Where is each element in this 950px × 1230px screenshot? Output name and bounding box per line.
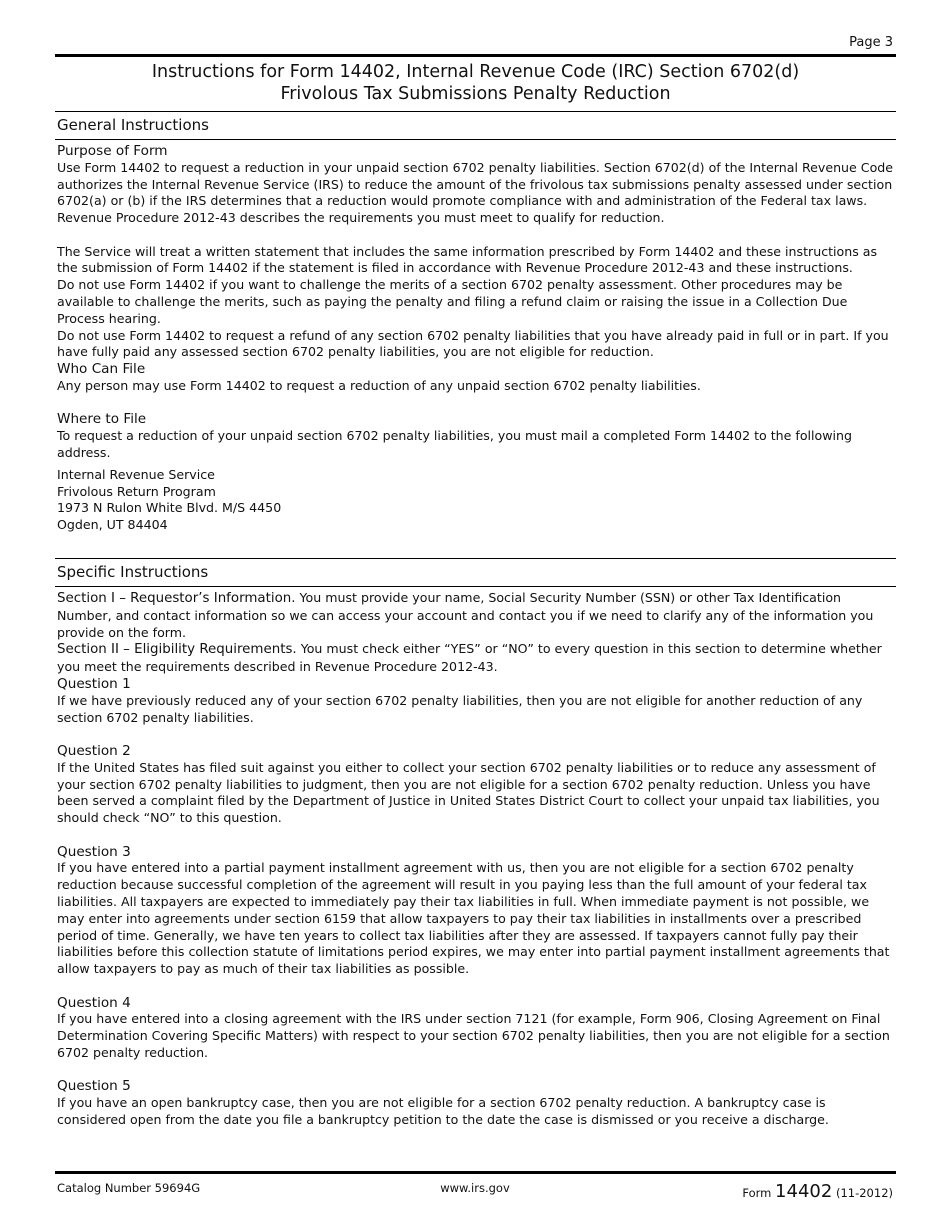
purpose-paragraph: The Service will treat a written statement that includes the same information prescribed by Form 14402 and these instructions as the submission of Form 14402 if the statement is filed in accordance with Revenue Procedure 2012-43 and these instructions. <box>57 243 878 276</box>
mailing-address <box>57 467 897 534</box>
purpose-paragraph: Do not use Form 14402 to request a refund of any section 6702 penalty liabilities that you have already paid in full or in part. If you have fully paid any assessed section 6702 penalty liabilities, you are not eligible for reduction. <box>57 327 889 360</box>
question-text: If you have entered into a closing agreement with the IRS under section 7121 (for example, Form 906, Closing Agreement on Final Determination Covering Specific Matters) with respect to your section 6702 penalty liabilities, then you are not eligible for a section 6702 penalty reduction. <box>57 1011 890 1060</box>
general-instructions-body <box>57 143 897 534</box>
purpose-paragraph: Use Form 14402 to request a reduction in your unpaid section 6702 penalty liabilities. Section 6702(d) of the Internal Revenue Code authorizes the Internal Revenue Service (IRS) to reduce the amount of the frivolous tax submissions penalty assessed under section 6702(a) or (b) if the IRS determines that a reduction would promote compliance with and administration of the Federal tax laws. Revenue Procedure 2012-43 describes the requirements you must meet to qualify for reduction. <box>57 159 894 226</box>
form-identifier <box>742 1181 893 1202</box>
form-number: 14402 <box>775 1181 833 1202</box>
section-two-paragraph <box>57 641 897 676</box>
who-can-file-heading: Who Can File <box>57 361 146 378</box>
title-line-1: Instructions for Form 14402, Internal Revenue Code (IRC) Section 6702(d) <box>151 62 800 82</box>
question-block <box>57 1078 897 1128</box>
question-heading: Question 2 <box>57 742 131 759</box>
question-text: If you have an open bankruptcy case, then you are not eligible for a section 6702 penalty reduction. A bankruptcy case is considered open from the date you file a bankruptcy petition to the date the case is dismissed or you receive a discharge. <box>57 1095 829 1127</box>
question-text: If the United States has filed suit against you either to collect your section 6702 penalty liabilities or to reduce any assessment of your section 6702 penalty liabilities to judgment, then you are not eligible for a section 6702 penalty reduction. Unless you have been served a complaint filed by the Department of Justice in United States District Court to collect your unpaid tax liabilities, you should check “NO” to this question. <box>57 759 880 826</box>
address-line: Ogden, UT 84404 <box>57 517 168 533</box>
purpose-paragraph: Do not use Form 14402 if you want to challenge the merits of a section 6702 penalty assessment. Other procedures may be available to challenge the merits, such as paying the penalty and filing a refund claim or raising the issue in a Collection Due Process hearing. <box>57 277 848 326</box>
question-block <box>57 995 897 1062</box>
bottom-rule <box>55 1171 896 1174</box>
question-text: If you have entered into a partial payment installment agreement with us, then you are not eligible for a section 6702 penalty reduction because successful completion of the agreement will result in you paying less than the full amount of your federal tax liabilities. All taxpayers are expected to immediately pay their tax liabilities in full. When immediate payment is not possible, we may enter into agreements under section 6159 that allow taxpayers to pay their tax liabilities in installments over a prescribed period of time. Generally, we have ten years to collect tax liabilities after they are assessed. If taxpayers cannot fully pay their liabilities before this collection statute of limitations period expires, we may enter into partial payment installment agreements that allow taxpayers to pay as much of their tax liabilities as possible. <box>57 860 890 977</box>
section-one-label: Section I – Requestor’s Information. <box>57 591 296 606</box>
who-can-file-text: Any person may use Form 14402 to request a reduction of any unpaid section 6702 penalty liabilities. <box>57 377 701 393</box>
general-instructions-heading: General Instructions <box>57 116 209 134</box>
address-line: 1973 N Rulon White Blvd. M/S 4450 <box>57 500 282 516</box>
rule-below-specific <box>55 586 896 587</box>
catalog-number: Catalog Number 59694G <box>57 1181 201 1195</box>
question-text: If we have previously reduced any of your section 6702 penalty liabilities, then you are not eligible for another reduction of any section 6702 penalty liabilities. <box>57 692 863 725</box>
section-one-text: You must provide your name, Social Security Number (SSN) or other Tax Identification Number, and contact information so we can access your account and contact you if we need to clarify any of the information you provide on the form. <box>57 590 874 640</box>
question-block <box>57 743 897 827</box>
where-to-file-block <box>57 411 897 534</box>
question-block <box>57 844 897 978</box>
top-rule <box>55 54 896 57</box>
rule-above-general <box>55 111 896 112</box>
rule-above-specific <box>55 558 896 559</box>
document-title <box>55 61 896 105</box>
where-to-file-text: To request a reduction of your unpaid section 6702 penalty liabilities, you must mail a completed Form 14402 to the following address. <box>57 428 853 460</box>
title-line-2: Frivolous Tax Submissions Penalty Reduction <box>280 84 671 104</box>
purpose-heading: Purpose of Form <box>57 143 168 159</box>
question-heading: Question 5 <box>57 1078 131 1095</box>
question-block <box>57 676 897 726</box>
form-revision: (11-2012) <box>835 1186 893 1200</box>
address-line: Internal Revenue Service <box>57 466 215 482</box>
rule-below-general <box>55 139 896 140</box>
question-heading: Question 4 <box>57 994 131 1011</box>
question-heading: Question 3 <box>57 843 131 860</box>
section-two-text: You must check either “YES” or “NO” to every question in this section to determine whether you meet the requirements described in Revenue Procedure 2012-43. <box>57 641 882 675</box>
who-can-file-block <box>57 361 897 395</box>
page-number: Page 3 <box>849 35 893 50</box>
section-two-label: Section II – Eligibility Requirements. <box>57 642 297 658</box>
question-heading: Question 1 <box>57 675 131 692</box>
section-one-paragraph <box>57 590 897 641</box>
website-text[interactable]: www.irs.gov <box>440 1181 510 1195</box>
specific-instructions-body <box>57 590 897 1129</box>
specific-instructions-heading: Specific Instructions <box>57 563 209 581</box>
where-to-file-heading: Where to File <box>57 411 147 428</box>
address-line: Frivolous Return Program <box>57 483 216 499</box>
form-prefix: Form <box>742 1186 772 1200</box>
purpose-first-block <box>57 143 897 227</box>
